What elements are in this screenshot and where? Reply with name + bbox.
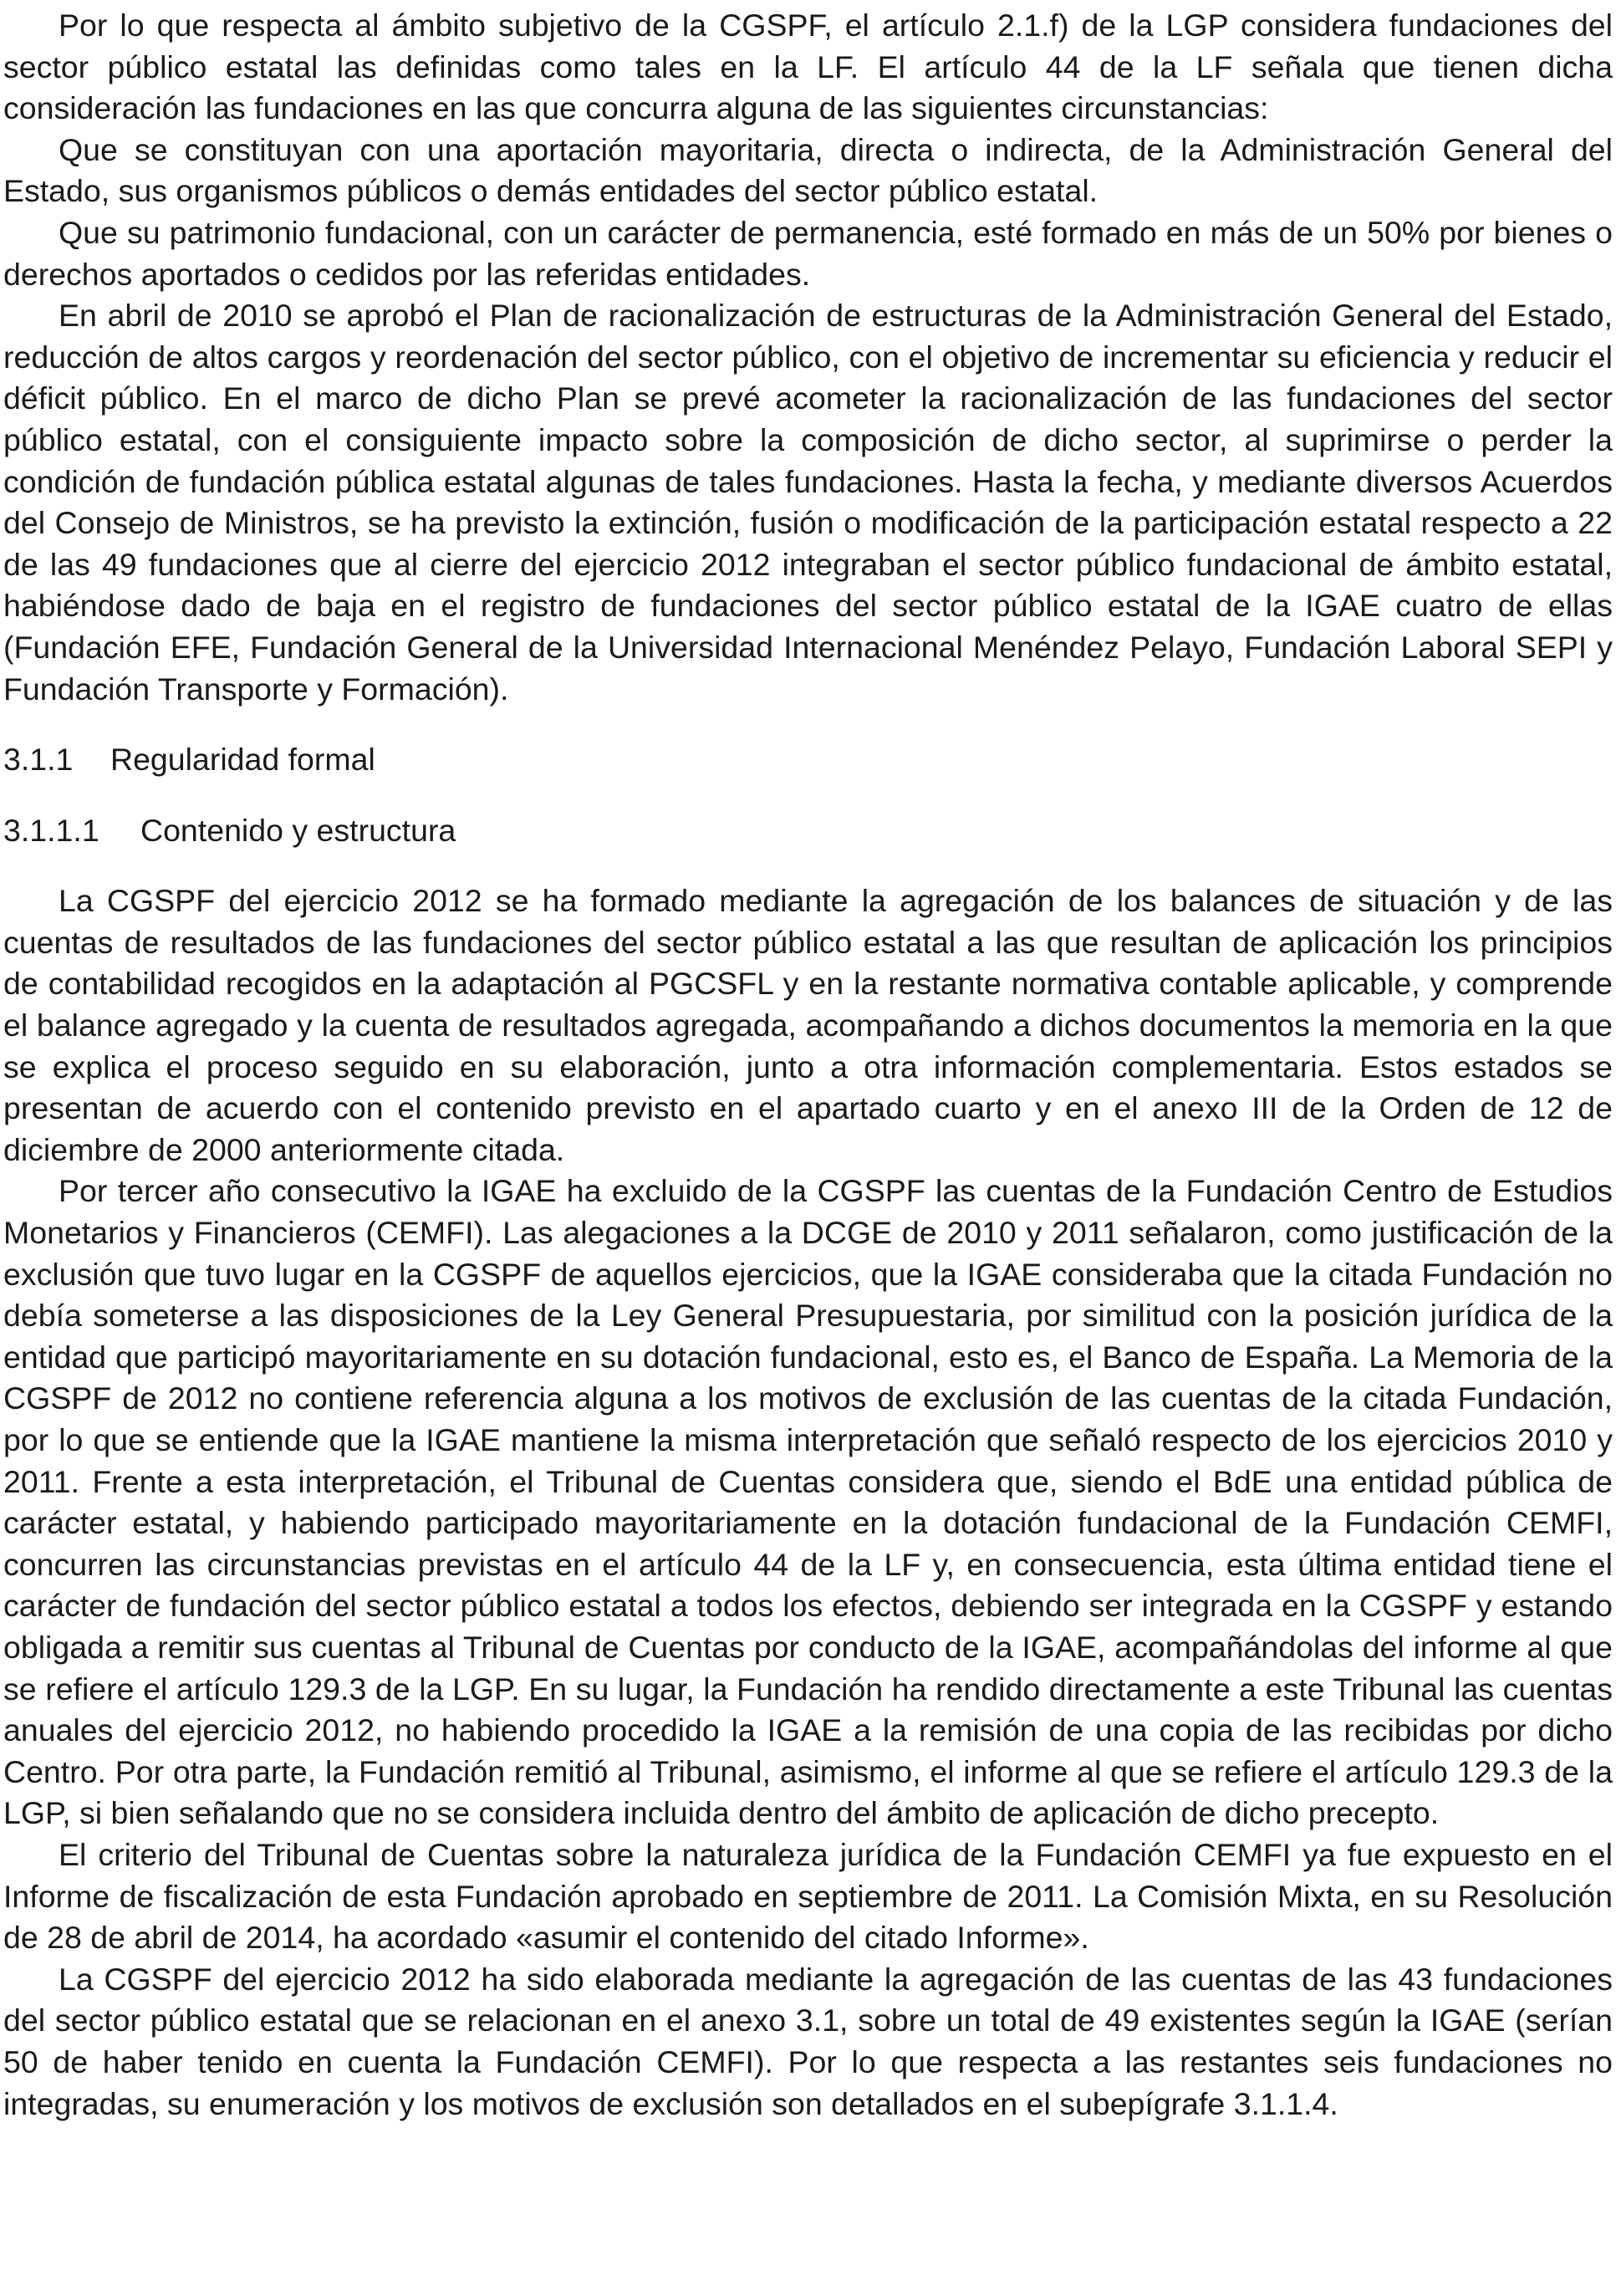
paragraph-rationalization-plan: En abril de 2010 se aprobó el Plan de racionalización de estructuras de la Administración General del Estado, reducción de altos cargos y reordenación del sector público, con el objetivo de incrementar su eficiencia y reducir el déficit público. En el marco de dicho Plan se prevé acometer la racionalización de las fundaciones del sector público estatal, con el consiguiente impacto sobre la composición de dicho sector, al suprimirse o perder la condición de fundación pública estatal algunas de tales fundaciones. Hasta la fecha, y mediante diversos Acuerdos del Consejo de Ministros, se ha previsto la extinción, fusión o modificación de la participación estatal respecto a 22 de las 49 fundaciones que al cierre del ejercicio 2012 integraban el sector público fundacional de ámbito estatal, habiéndose dado de baja en el registro de fundaciones del sector público estatal de la IGAE cuatro de ellas (Fundación EFE, Fundación General de la Universidad Internacional Menéndez Pelayo, Fundación Laboral SEPI y Fundación Transporte y Formación).: [3, 298, 1613, 707]
paragraph-aggregation-43-foundations: La CGSPF del ejercicio 2012 ha sido elaborada mediante la agregación de las cuentas de las 43 fundaciones del sector público estatal que se relacionan en el anexo 3.1, sobre un total de 49 existentes según la IGAE (serían 50 de haber tenido en cuenta la Fundación CEMFI). Por lo que respecta a las restantes seis fundaciones no integradas, su enumeración y los motivos de exclusión son detallados en el subepígrafe 3.1.1.4.: [3, 1961, 1613, 2121]
paragraph-condition-contribution: Que se constituyan con una aportación mayoritaria, directa o indirecta, de la Administración General del Estado, sus organismos públicos o demás entidades del sector público estatal.: [3, 131, 1613, 209]
section-title: Regularidad formal: [110, 742, 375, 778]
paragraph-condition-patrimony: Que su patrimonio fundacional, con un carácter de permanencia, esté formado en más de un 50% por bienes o derechos aportados o cedidos por las referidas entidades.: [3, 214, 1613, 292]
paragraph-cgspf-formation: La CGSPF del ejercicio 2012 se ha formado mediante la agregación de los balances de situación y de las cuentas de resultados de las fundaciones del sector público estatal a las que resultan de aplicación los principios de contabilidad recogidos en la adaptación al PGCSFL y en la restante normativa contable aplicable, y comprende el balance agregado y la cuenta de resultados agregada, acompañando a dichos documentos la memoria en la que se explica el proceso seguido en su elaboración, junto a otra información complementaria. Estos estados se presentan de acuerdo con el contenido previsto en el apartado cuarto y en el anexo III de la Orden de 12 de diciembre de 2000 anteriormente citada.: [3, 883, 1613, 1167]
section-number: 3.1.1: [3, 742, 74, 778]
paragraph-subjective-scope: Por lo que respecta al ámbito subjetivo de la CGSPF, el artículo 2.1.f) de la LGP considera fundaciones del sector público estatal las definidas como tales en la LF. El artículo 44 de la LF señala que tienen dicha consideración las fundaciones en las que concurra alguna de las siguientes circunstancias:: [3, 8, 1613, 126]
paragraph-cemfi-exclusion: Por tercer año consecutivo la IGAE ha excluido de la CGSPF las cuentas de la Fundación Centro de Estudios Monetarios y Financieros (CEMFI). Las alegaciones a la DCGE de 2010 y 2011 señalaron, como justificación de la exclusión que tuvo lugar en la CGSPF de aquellos ejercicios, que la IGAE consideraba que la citada Fundación no debía someterse a las disposiciones de la Ley General Presupuestaria, por similitud con la posición jurídica de la entidad que participó mayoritariamente en su dotación fundacional, esto es, el Banco de España. La Memoria de la CGSPF de 2012 no contiene referencia alguna a los motivos de exclusión de las cuentas de la citada Fundación, por lo que se entiende que la IGAE mantiene la misma interpretación que señaló respecto de los ejercicios 2010 y 2011. Frente a esta interpretación, el Tribunal de Cuentas considera que, siendo el BdE una entidad pública de carácter estatal, y habiendo participado mayoritariamente en la dotación fundacional de la Fundación CEMFI, concurren las circunstancias previstas en el artículo 44 de la LF y, en consecuencia, esta última entidad tiene el carácter de fundación del sector público estatal a todos los efectos, debiendo ser integrada en la CGSPF y estando obligada a remitir sus cuentas al Tribunal de Cuentas por conducto de la IGAE, acompañándolas del informe al que se refiere el artículo 129.3 de la LGP. En su lugar, la Fundación ha rendido directamente a este Tribunal las cuentas anuales del ejercicio 2012, no habiendo procedido la IGAE a la remisión de una copia de las recibidas por dicho Centro. Por otra parte, la Fundación remitió al Tribunal, asimismo, el informe al que se refiere el artículo 129.3 de la LGP, si bien señalando que no se considera incluida dentro del ámbito de aplicación de dicho precepto.: [3, 1173, 1613, 1831]
section-heading-regularidad-formal: [3, 739, 1613, 781]
subsection-number: 3.1.1.1: [3, 812, 99, 848]
subsection-heading-contenido-estructura: [3, 810, 1613, 852]
paragraph-tribunal-criterion: El criterio del Tribunal de Cuentas sobre la naturaleza jurídica de la Fundación CEMFI ya fue expuesto en el Informe de fiscalización de esta Fundación aprobado en septiembre de 2011. La Comisión Mixta, en su Resolución de 28 de abril de 2014, ha acordado «asumir el contenido del citado Informe».: [3, 1836, 1613, 1956]
subsection-title: Contenido y estructura: [140, 812, 456, 848]
